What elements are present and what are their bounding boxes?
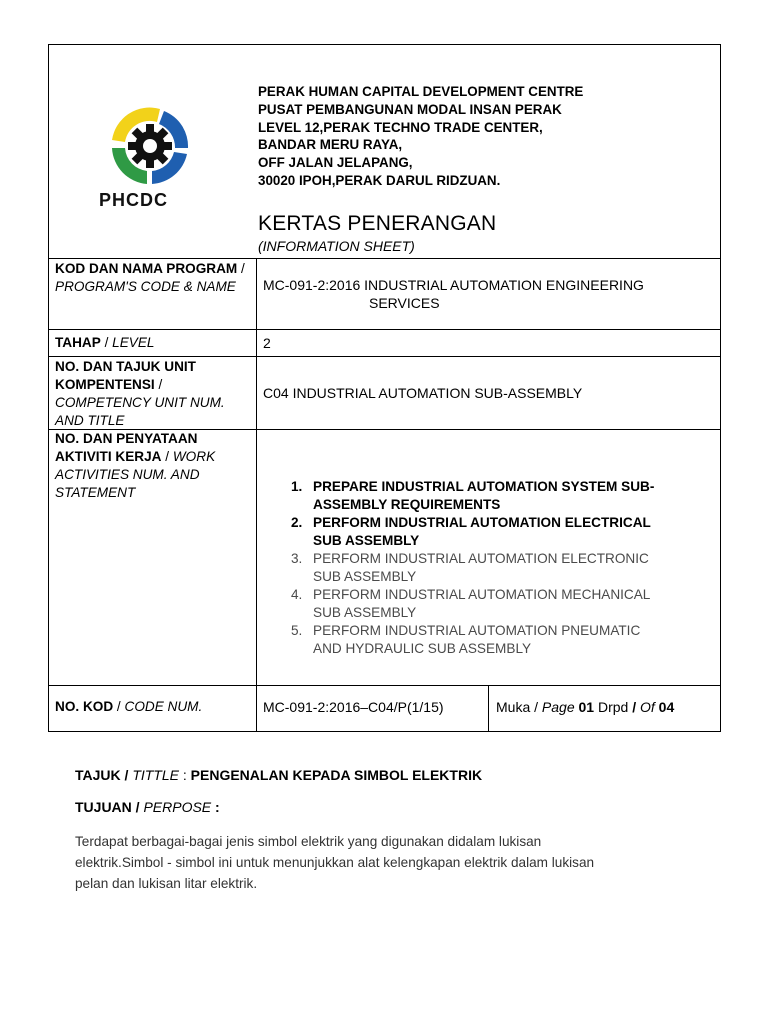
purpose-paragraph — [75, 831, 655, 894]
address-line: OFF JALAN JELAPANG, — [258, 155, 413, 171]
list-item-number: 2. — [291, 515, 303, 530]
tajuk-line — [75, 767, 482, 783]
list-item-text: SUB ASSEMBLY — [313, 533, 420, 548]
page-muka: Muka / — [496, 699, 542, 715]
tajuk-label: TAJUK / — [75, 767, 133, 783]
list-item-text: SUB ASSEMBLY — [313, 605, 417, 620]
tujuan-colon: : — [211, 799, 220, 815]
page-of: Of — [636, 699, 659, 715]
program-value-line: SERVICES — [369, 295, 440, 311]
list-item-text: AND HYDRAULIC SUB ASSEMBLY — [313, 641, 532, 656]
document-title: KERTAS PENERANGAN — [258, 212, 497, 235]
level-label — [55, 334, 154, 352]
unit-label-malay: NO. DAN TAJUK UNIT KOMPENTENSI — [55, 359, 196, 392]
tajuk-colon: : — [178, 767, 191, 783]
list-item — [291, 478, 701, 514]
level-label-malay: TAHAP — [55, 335, 101, 350]
work-activities-list — [291, 478, 701, 658]
level-value: 2 — [263, 335, 271, 351]
list-item-number: 5. — [291, 623, 303, 638]
label-separator: / — [237, 261, 245, 276]
list-item-text: PERFORM INDUSTRIAL AUTOMATION PNEUMATIC — [313, 623, 641, 638]
logo-wordmark: PHCDC — [99, 190, 169, 210]
document-subtitle: (INFORMATION SHEET) — [258, 238, 415, 254]
list-item-number: 3. — [291, 551, 303, 566]
list-item — [291, 622, 701, 658]
label-separator: / — [113, 699, 125, 714]
list-item-text: ASSEMBLY REQUIREMENTS — [313, 497, 501, 512]
label-separator: / — [154, 377, 163, 392]
page-drpd: Drpd — [594, 699, 633, 715]
unit-value: C04 INDUSTRIAL AUTOMATION SUB-ASSEMBLY — [263, 385, 583, 401]
label-separator: / — [100, 335, 113, 350]
address-line: LEVEL 12,PERAK TECHNO TRADE CENTER, — [258, 119, 543, 135]
address-line: PERAK HUMAN CAPITAL DEVELOPMENT CENTRE — [258, 84, 584, 99]
list-item-text: SUB ASSEMBLY — [313, 569, 417, 584]
activities-label-english: WORK ACTIVITIES NUM. AND STATEMENT — [55, 449, 216, 500]
row-divider — [48, 685, 721, 686]
address-line: 30020 IPOH,PERAK DARUL RIDZUAN. — [258, 172, 501, 188]
list-item-number: 4. — [291, 587, 303, 602]
program-label — [55, 260, 250, 296]
level-label-english: LEVEL — [112, 335, 155, 350]
tajuk-value: PENGENALAN KEPADA SIMBOL ELEKTRIK — [190, 767, 483, 783]
organization-address — [258, 83, 583, 190]
page-indicator — [496, 698, 674, 716]
unit-label-english: COMPETENCY UNIT NUM. AND TITLE — [55, 395, 225, 428]
page-number: 01 — [574, 699, 595, 715]
code-value: MC-091-2:2016–C04/P(1/15) — [263, 699, 444, 715]
program-label-english: PROGRAM'S CODE & NAME — [55, 279, 236, 294]
program-value — [263, 276, 644, 312]
paragraph-line: pelan dan lukisan litar elektrik. — [75, 876, 258, 891]
program-value-line: MC-091-2:2016 INDUSTRIAL AUTOMATION ENGINEERING — [263, 277, 644, 293]
column-divider — [488, 685, 489, 732]
label-separator: / — [161, 449, 173, 464]
program-label-malay: KOD DAN NAMA PROGRAM — [55, 261, 238, 276]
row-divider — [48, 329, 721, 330]
code-label-malay: NO. KOD — [55, 699, 114, 714]
column-divider — [256, 258, 257, 732]
list-item — [291, 550, 701, 586]
address-line: BANDAR MERU RAYA, — [258, 137, 403, 153]
row-divider — [48, 356, 721, 357]
list-item-text: PERFORM INDUSTRIAL AUTOMATION ELECTRONIC — [313, 551, 649, 566]
activities-label-malay: NO. DAN PENYATAAN AKTIVITI KERJA — [55, 431, 198, 464]
page-word: Page — [541, 699, 575, 715]
row-divider — [48, 258, 721, 259]
list-item — [291, 586, 701, 622]
code-label-english: CODE NUM. — [124, 699, 203, 714]
list-item-number: 1. — [291, 479, 303, 494]
list-item — [291, 514, 701, 550]
page-slash: / — [632, 699, 637, 715]
list-item-text: PERFORM INDUSTRIAL AUTOMATION ELECTRICAL — [313, 515, 651, 530]
unit-label — [55, 358, 250, 430]
paragraph-line: elektrik.Simbol - simbol ini untuk menunjukkan alat kelengkapan elektrik dalam lukisan — [75, 855, 595, 870]
page-total: 04 — [658, 699, 675, 715]
activities-label — [55, 430, 250, 502]
address-line: PUSAT PEMBANGUNAN MODAL INSAN PERAK — [258, 101, 562, 117]
list-item-text: PREPARE INDUSTRIAL AUTOMATION SYSTEM SUB- — [313, 479, 655, 494]
tujuan-label: TUJUAN / — [75, 799, 144, 815]
tajuk-label-english: TITTLE — [132, 767, 179, 783]
tujuan-label-english: PERPOSE — [143, 799, 212, 815]
paragraph-line: Terdapat berbagai-bagai jenis simbol elektrik yang digunakan didalam lukisan — [75, 834, 542, 849]
tujuan-line — [75, 799, 220, 815]
code-label — [55, 698, 202, 716]
phcdc-logo-icon — [100, 96, 200, 196]
list-item-text: PERFORM INDUSTRIAL AUTOMATION MECHANICAL — [313, 587, 651, 602]
